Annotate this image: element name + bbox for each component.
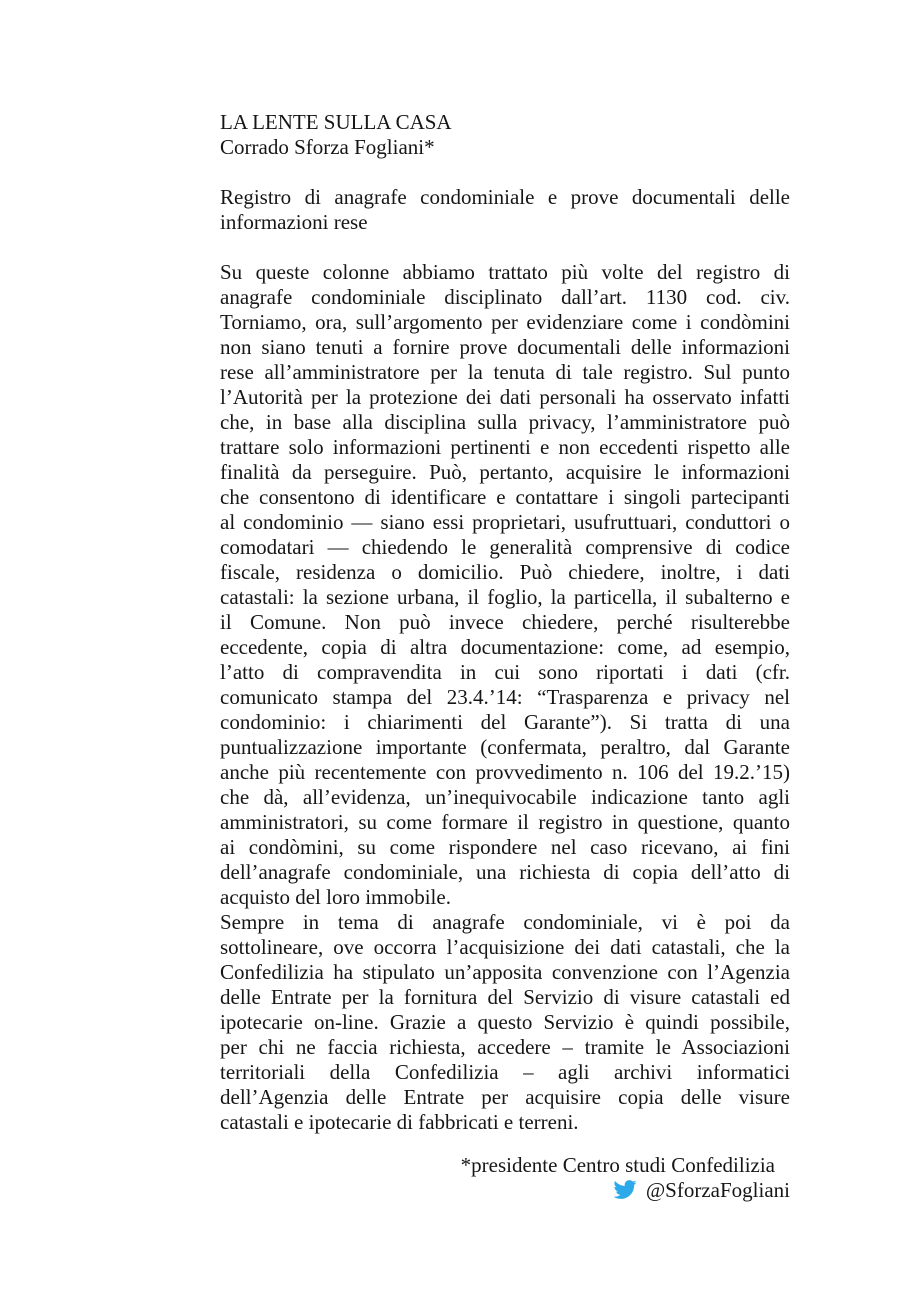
article-body: [220, 260, 790, 1135]
text-line: rese all’amministratore per la tenuta di tale registro. Sul punto: [220, 360, 790, 384]
text-line: non siano tenuti a fornire prove documentali delle informazioni: [220, 335, 790, 359]
text-column: [220, 110, 790, 1203]
text-line: che, in base alla disciplina sulla privacy, l’amministratore può: [220, 410, 790, 434]
article-author: Corrado Sforza Fogliani*: [220, 135, 435, 159]
text-line: anche più recentemente con provvedimento n. 106 del 19.2.’15): [220, 760, 790, 784]
footer-gap: [220, 1135, 790, 1153]
text-line: il Comune. Non può invece chiedere, perché risulterebbe: [220, 610, 790, 634]
text-line: Registro di anagrafe condominiale e prove documentali delle: [220, 185, 790, 209]
text-line: Su queste colonne abbiamo trattato più volte del registro di: [220, 260, 790, 284]
twitter-icon[interactable]: [611, 1178, 639, 1201]
text-line: trattare solo informazioni pertinenti e non eccedenti rispetto alle: [220, 435, 790, 459]
text-line: fiscale, residenza o domicilio. Può chiedere, inoltre, i dati: [220, 560, 790, 584]
text-line: eccedente, copia di altra documentazione: come, ad esempio,: [220, 635, 790, 659]
text-line: amministratori, su come formare il registro in questione, quanto: [220, 810, 790, 834]
article-footer: [220, 1153, 790, 1203]
blank-line: [220, 160, 790, 185]
twitter-handle[interactable]: @SforzaFogliani: [645, 1178, 790, 1202]
text-line: dell’Agenzia delle Entrate per acquisire copia delle visure: [220, 1085, 790, 1109]
text-line: ipotecarie on-line. Grazie a questo Servizio è quindi possibile,: [220, 1010, 790, 1034]
text-line: catastali: la sezione urbana, il foglio, la particella, il subalterno e: [220, 585, 790, 609]
twitter-line: [220, 1178, 790, 1203]
text-line: che dà, all’evidenza, un’inequivocabile indicazione tanto agli: [220, 785, 790, 809]
text-line: al condominio — siano essi proprietari, usufruttuari, conduttori o: [220, 510, 790, 534]
text-line: acquisto del loro immobile.: [220, 885, 451, 909]
text-line: l’Autorità per la protezione dei dati personali ha osservato infatti: [220, 385, 790, 409]
text-line: che consentono di identificare e contattare i singoli partecipanti: [220, 485, 790, 509]
text-line: informazioni rese: [220, 210, 368, 234]
text-line: anagrafe condominiale disciplinato dall’art. 1130 cod. civ.: [220, 285, 790, 309]
blank-line: [220, 235, 790, 260]
text-line: puntualizzazione importante (confermata, peraltro, dal Garante: [220, 735, 790, 759]
text-line: Sempre in tema di anagrafe condominiale, vi è poi da: [220, 910, 790, 934]
text-line: sottolineare, ove occorra l’acquisizione dei dati catastali, che la: [220, 935, 790, 959]
paragraph: [220, 260, 790, 910]
article-heading: [220, 110, 790, 160]
paragraph: [220, 910, 790, 1135]
footnote-credit: *presidente Centro studi Confedilizia: [460, 1153, 775, 1177]
article-subtitle: [220, 185, 790, 235]
text-line: condominio: i chiarimenti del Garante”). Si tratta di una: [220, 710, 790, 734]
text-line: delle Entrate per la fornitura del Servizio di visure catastali ed: [220, 985, 790, 1009]
text-line: comunicato stampa del 23.4.’14: “Trasparenza e privacy nel: [220, 685, 790, 709]
text-line: comodatari — chiedendo le generalità comprensive di codice: [220, 535, 790, 559]
twitter-bird-path: [613, 1180, 636, 1199]
text-line: territoriali della Confedilizia – agli archivi informatici: [220, 1060, 790, 1084]
text-line: finalità da perseguire. Può, pertanto, acquisire le informazioni: [220, 460, 790, 484]
text-line: per chi ne faccia richiesta, accedere – tramite le Associazioni: [220, 1035, 790, 1059]
text-line: dell’anagrafe condominiale, una richiesta di copia dell’atto di: [220, 860, 790, 884]
text-line: catastali e ipotecarie di fabbricati e terreni.: [220, 1110, 579, 1134]
text-line: Torniamo, ora, sull’argomento per evidenziare come i condòmini: [220, 310, 790, 334]
text-line: ai condòmini, su come rispondere nel caso ricevano, ai fini: [220, 835, 790, 859]
text-line: Confedilizia ha stipulato un’apposita convenzione con l’Agenzia: [220, 960, 790, 984]
article-title: LA LENTE SULLA CASA: [220, 110, 452, 134]
text-line: l’atto di compravendita in cui sono riportati i dati (cfr.: [220, 660, 790, 684]
